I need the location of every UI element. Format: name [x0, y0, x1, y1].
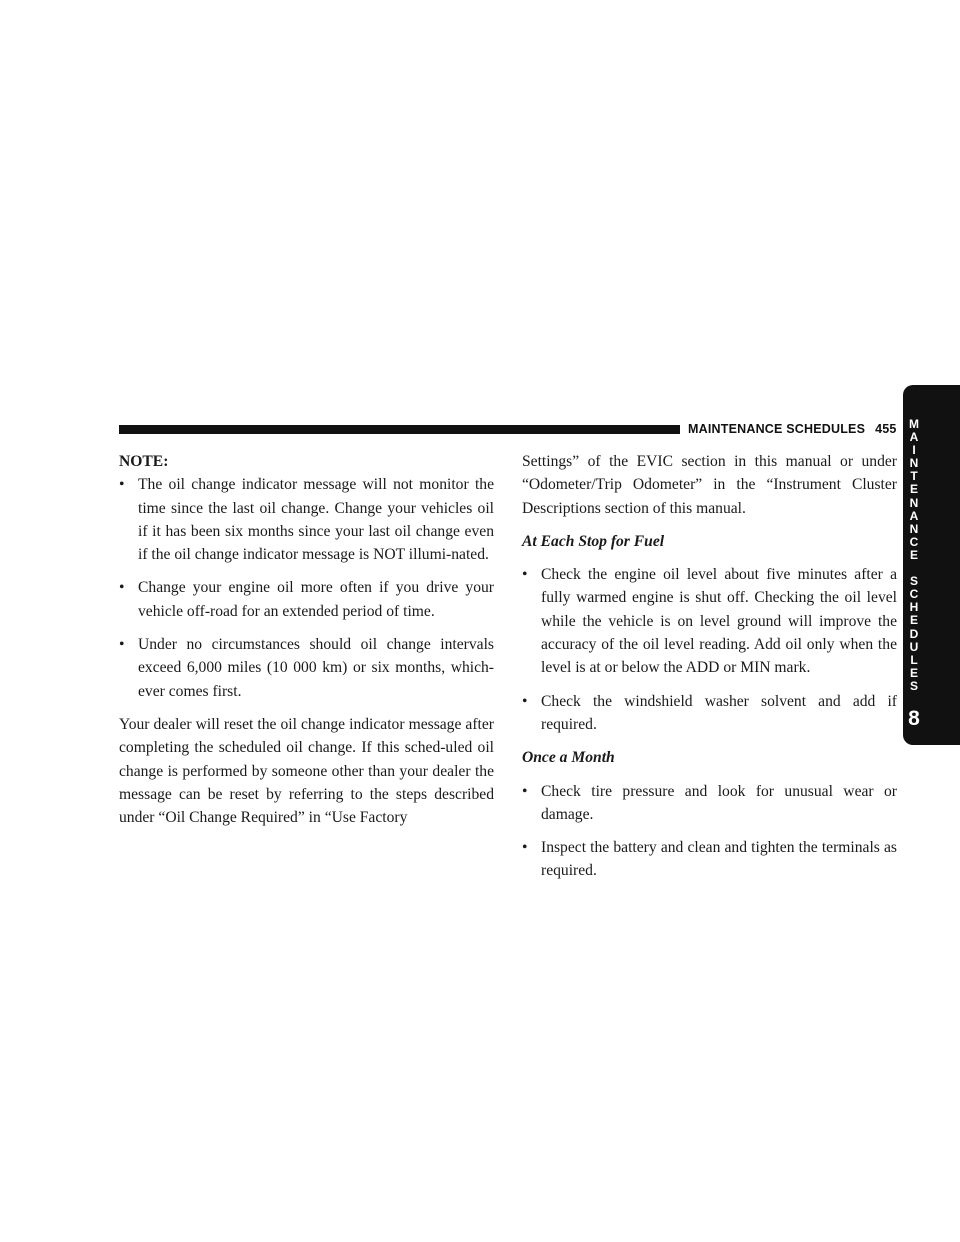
side-tab-letters [903, 418, 925, 693]
side-tab-letter: N [909, 521, 919, 536]
side-tab-letter: M [909, 417, 919, 431]
side-tab-letter: A [909, 508, 919, 523]
monthly-bullet [522, 780, 897, 827]
side-tab-letter: S [909, 574, 918, 589]
side-tab-letter: N [909, 456, 919, 471]
side-tab-letter: E [909, 482, 918, 497]
left-column [119, 450, 494, 829]
bullet-glyph: • [522, 782, 528, 800]
section-heading-fuel-stop: At Each Stop for Fuel [522, 532, 665, 550]
fuel-stop-bullet [522, 690, 897, 737]
bullet-glyph: • [119, 636, 125, 654]
monthly-bullet [522, 836, 897, 883]
bullet-glyph: • [119, 579, 125, 597]
side-tab-letter: U [909, 639, 919, 654]
bullet-glyph: • [522, 692, 528, 710]
bullet-text: Check tire pressure and look for unusual wear or damage. [541, 782, 897, 823]
side-tab-letter: D [909, 626, 919, 641]
side-tab-letter: L [910, 652, 918, 667]
header-rule [119, 425, 680, 434]
running-header [688, 419, 900, 439]
side-tab-letter: N [909, 495, 919, 510]
bullet-glyph: • [522, 839, 528, 857]
side-tab-letter: S [909, 678, 918, 693]
bullet-text: Inspect the battery and clean and tighten the terminals as required. [541, 839, 897, 880]
side-tab-letter: A [909, 430, 919, 445]
page-number: 455 [875, 422, 897, 436]
side-tab-letter: E [909, 665, 918, 680]
body-paragraph: Your dealer will reset the oil change indicator message after completing the scheduled oil change. If this sched-uled oil change is performed by someone other than your dealer the message can be reset by referring to the steps described under “Oil Change Required” in “Use Factory [119, 715, 494, 827]
side-tab-letter: C [909, 587, 919, 602]
bullet-text: Check the windshield washer solvent and add if required. [541, 692, 897, 733]
bullet-text: The oil change indicator message will not monitor the time since the last oil change. Change your vehicles oil if it has been six months since your last oil change even if the oil change indicator message is NOT illumi-nated. [138, 476, 494, 564]
section-title: MAINTENANCE SCHEDULES [688, 422, 866, 436]
section-heading-monthly: Once a Month [522, 749, 615, 767]
right-column [522, 450, 897, 883]
bullet-glyph: • [119, 476, 125, 494]
side-tab-letter: C [909, 534, 919, 549]
side-tab-letter: E [909, 547, 918, 562]
bullet-text: Change your engine oil more often if you drive your vehicle off-road for an extended period of time. [138, 579, 494, 620]
note-bullet [119, 633, 494, 703]
side-tab-letter: I [912, 443, 916, 458]
fuel-stop-bullet [522, 563, 897, 679]
continued-paragraph: Settings” of the EVIC section in this manual or under “Odometer/Trip Odometer” in the “Instrument Cluster Descriptions section of this manual. [522, 453, 897, 517]
side-tab-letter: T [910, 469, 918, 484]
bullet-glyph: • [522, 566, 528, 584]
side-tab-letter: H [909, 600, 919, 615]
note-label: NOTE: [119, 453, 169, 470]
bullet-text: Under no circumstances should oil change intervals exceed 6,000 miles (10 000 km) or six months, which-ever comes first. [138, 636, 494, 700]
note-bullet [119, 576, 494, 623]
chapter-number: 8 [908, 707, 920, 730]
bullet-text: Check the engine oil level about five minutes after a fully warmed engine is shut off. Checking the oil level while the vehicle is on level ground will improve the accuracy of the oil level reading. Add oil only when the level is at or below the ADD or MIN mark. [541, 566, 897, 677]
chapter-side-tab [903, 385, 960, 745]
note-bullet [119, 473, 494, 566]
side-tab-letter: E [909, 613, 918, 628]
